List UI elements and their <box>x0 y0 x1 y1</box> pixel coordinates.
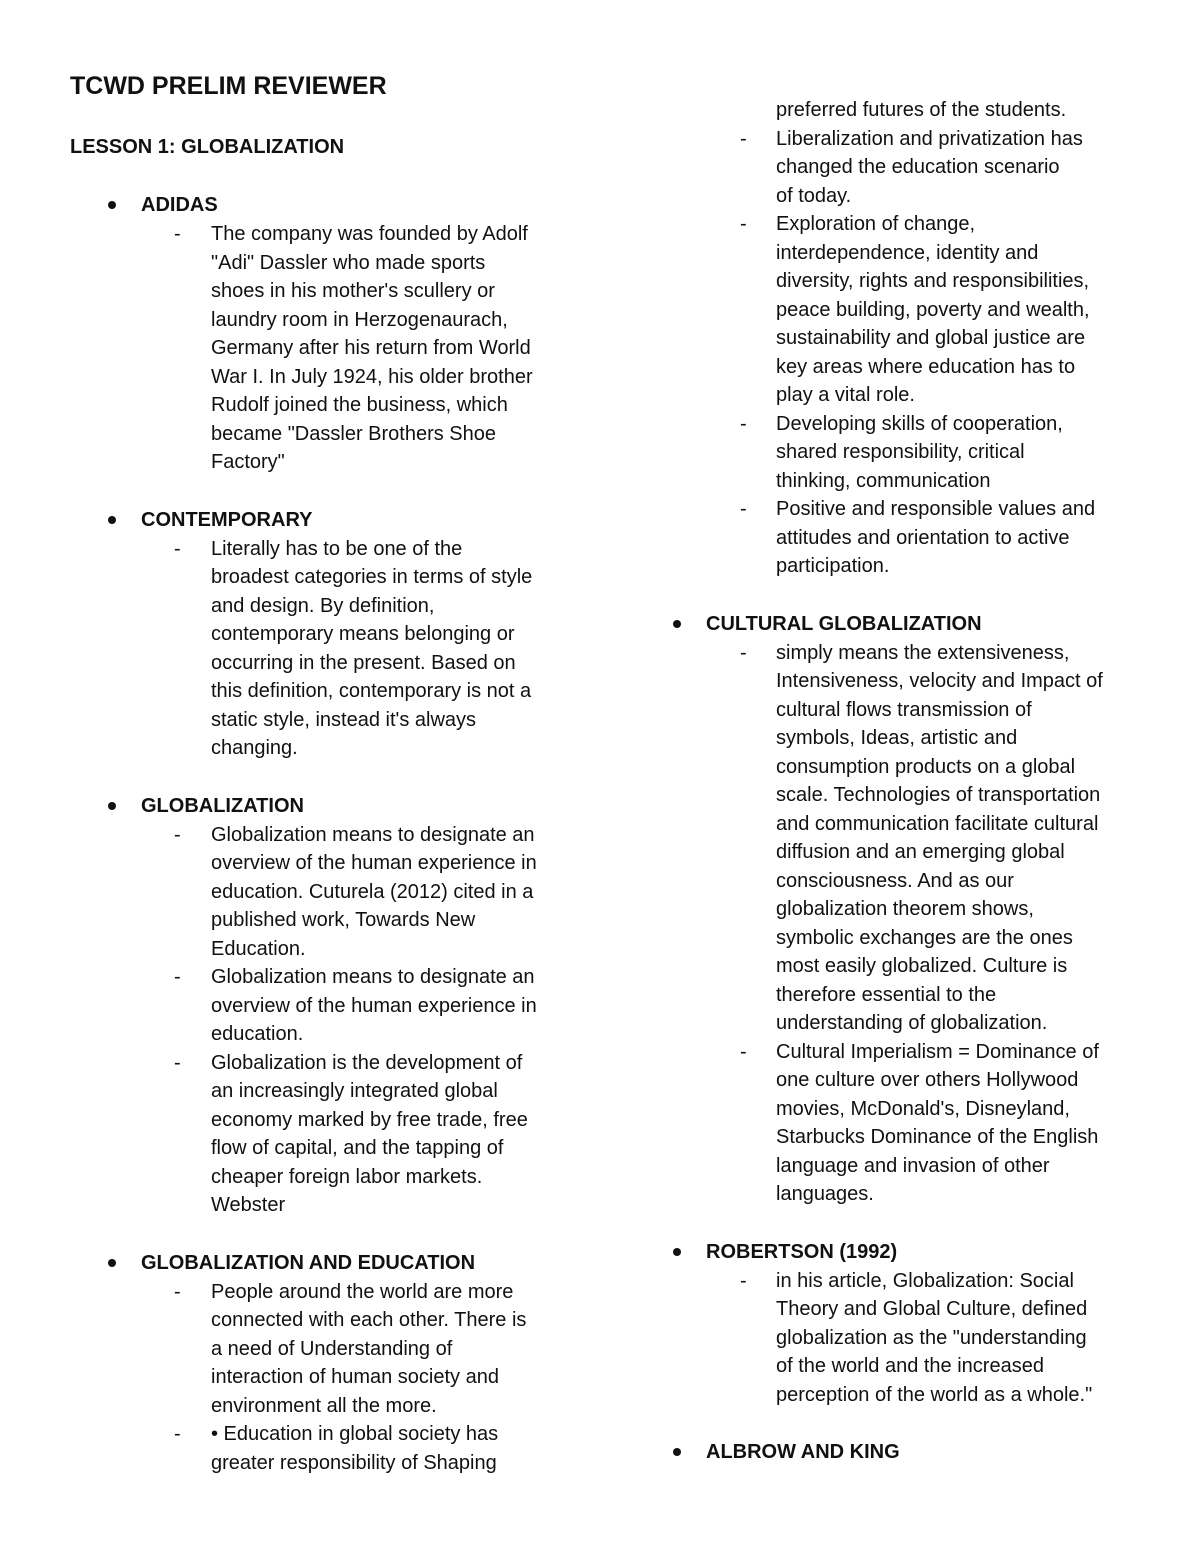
list-item <box>0 125 1136 211</box>
list-item-text: simply means the extensiveness, Intensiveness, velocity and Impact of cultural flows transmission of symbols, Ideas, artistic and consumption products on a global scale. Technologies of transportation and communication facilitate cultural diffusion and an emerging global consciousness. And as our globalization theorem shows, symbolic exchanges are the ones most easily globalized. Culture is therefore essential to the understanding of globalization. <box>776 641 1103 1034</box>
continuation-text: preferred futures of the students. <box>776 99 1067 121</box>
section-cultural-globalization <box>0 609 1136 1209</box>
list-item-text: Positive and responsible values and attitudes and orientation to active participation. <box>776 498 1096 577</box>
section-albrow-and-king <box>0 1437 1136 1467</box>
dash-icon: - <box>174 223 181 245</box>
document-title: TCWD PRELIM REVIEWER <box>70 72 387 100</box>
list-item <box>0 410 1136 496</box>
dash-icon: - <box>740 1269 747 1292</box>
dash-icon: - <box>740 1040 747 1063</box>
list-item-text: Liberalization and privatization has changed the education scenario of today. <box>776 127 1083 207</box>
dash-icon: - <box>174 537 181 560</box>
section-robertson <box>0 1237 1136 1410</box>
list-item-text: in his article, Globalization: Social Theory and Global Culture, defined globalization as the "understanding of the world and the increased perception of the world as a whole." <box>776 1269 1093 1406</box>
dash-icon: - <box>740 641 747 664</box>
section-heading <box>0 1237 1136 1267</box>
section-heading-text: CONTEMPORARY <box>141 508 313 531</box>
section-continuation <box>0 96 1136 581</box>
bullet-icon <box>673 1448 681 1456</box>
section-heading-text: GLOBALIZATION AND EDUCATION <box>141 1251 476 1274</box>
list-item <box>0 1038 1136 1209</box>
section-heading-text: ADIDAS <box>141 194 218 216</box>
list-item-text: Developing skills of cooperation, shared responsibility, critical thinking, communication <box>776 412 1063 492</box>
bullet-icon <box>673 1248 681 1256</box>
list-item <box>0 639 1136 1038</box>
bullet-icon <box>673 620 681 628</box>
list-item-text: Globalization means to designate an overview of the human experience in education. Cuturela (2012) cited in a published work, Towards New Education. <box>211 823 537 960</box>
lesson-title: LESSON 1: GLOBALIZATION <box>70 136 345 158</box>
list-item <box>0 210 1136 410</box>
list-item <box>0 495 1136 581</box>
dash-icon: - <box>740 127 747 150</box>
list-item-text: • Education in global society has greater responsibility of Shaping <box>211 1423 499 1474</box>
list-item-text: Cultural Imperialism = Dominance of one culture over others Hollywood movies, McDonald's, Disneyland, Starbucks Dominance of the English language and invasion of other languages. <box>776 1040 1099 1205</box>
list-item <box>0 1267 1136 1410</box>
dash-icon: - <box>174 1280 181 1303</box>
dash-icon: - <box>174 1423 181 1445</box>
list-item-text: The company was founded by Adolf "Adi" Dassler who made sports shoes in his mother's scullery or laundry room in Herzogenaurach, Germany after his return from World War I. In July 1924, his older brother Rudolf joined the business, which became "Dassler Brothers Shoe Factory" <box>211 223 533 473</box>
dash-icon: - <box>174 966 181 988</box>
section-heading-text: ROBERTSON (1992) <box>706 1240 898 1263</box>
list-item-text: Exploration of change, interdependence, identity and diversity, rights and responsibilities, peace building, poverty and wealth, sustainability and global justice are key areas where education has to play a vital role. <box>776 213 1090 406</box>
list-item-text: Literally has to be one of the broadest categories in terms of style and design. By definition, contemporary means belonging or occurring in the present. Based on this definition, contemporary is not a static style, instead it's always changing. <box>211 537 533 759</box>
section-heading-text: ALBROW AND KING <box>706 1441 900 1463</box>
list-item-text: People around the world are more connected with each other. There is a need of Understanding of interaction of human society and environment all the more. <box>211 1280 527 1417</box>
dash-icon: - <box>740 412 747 435</box>
section-heading-text: GLOBALIZATION <box>141 794 304 817</box>
list-item-text: Globalization is the development of an increasingly integrated global economy marked by free trade, free flow of capital, and the tapping of cheaper foreign labor markets. Webster <box>211 1051 528 1216</box>
section-heading <box>0 609 1136 639</box>
dash-icon: - <box>740 213 747 235</box>
dash-icon: - <box>740 498 747 520</box>
dash-icon: - <box>174 1051 181 1074</box>
right-column <box>0 96 1136 1495</box>
section-heading-text: CULTURAL GLOBALIZATION <box>706 612 982 635</box>
section-heading <box>0 1437 1136 1467</box>
list-item-text: Globalization means to designate an overview of the human experience in education. <box>211 966 537 1045</box>
dash-icon: - <box>174 823 181 846</box>
